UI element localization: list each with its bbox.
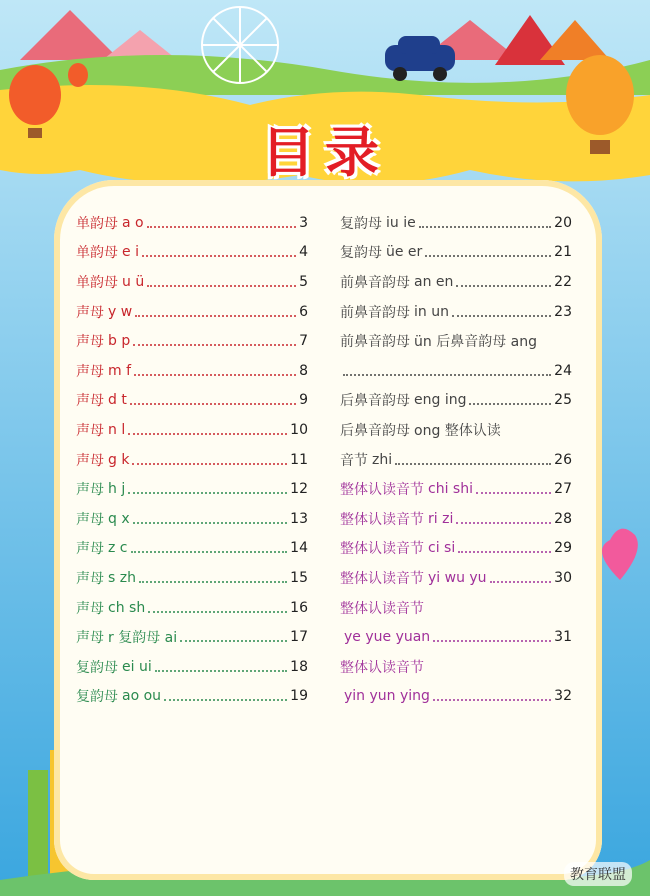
toc-entry[interactable] [340, 386, 572, 416]
dot-leader [469, 395, 551, 405]
toc-entry[interactable] [340, 445, 572, 475]
toc-entry[interactable] [76, 297, 308, 327]
toc-entry-label: 声母 [76, 600, 104, 617]
toc-entry-page: 3 [299, 214, 308, 231]
toc-entry[interactable] [340, 504, 572, 534]
toc-entry-page: 25 [554, 392, 572, 409]
toc-entry-pinyin: üe er [386, 244, 423, 261]
toc-entry-pinyin: z c [108, 540, 128, 557]
toc-entry-pinyin: m f [108, 362, 132, 379]
toc-entry-label: 整体认读音节 [340, 511, 424, 528]
toc-entry-pinyin: ch sh [108, 599, 146, 616]
toc-entry[interactable] [340, 563, 572, 593]
toc-entry[interactable] [76, 415, 308, 445]
toc-entry[interactable] [340, 326, 572, 356]
toc-entry-label: 整体认读音节 [340, 541, 424, 558]
toc-entry-pinyin: n l [108, 421, 126, 438]
toc-entry-page: 13 [290, 510, 308, 527]
toc-entry-page: 9 [299, 392, 308, 409]
toc-entry-pinyin: ao ou [122, 688, 162, 705]
toc-entry-pinyin: r 复韵母 ai [108, 630, 178, 647]
toc-entry-pinyin: in un [414, 303, 449, 320]
toc-entry[interactable] [76, 593, 308, 623]
toc-left-column [76, 208, 308, 711]
toc-entry-page: 11 [290, 451, 308, 468]
toc-entry-label: 复韵母 [340, 215, 382, 232]
toc-entry-pinyin: q x [108, 510, 130, 527]
toc-entry-pinyin: eng ing [414, 392, 467, 409]
toc-entry-label: 前鼻音韵母 [340, 274, 410, 291]
dot-leader [476, 484, 551, 494]
dot-leader [133, 514, 288, 524]
toc-entry-page: 29 [554, 540, 572, 557]
toc-entry-label: 声母 [76, 630, 104, 647]
toc-entry[interactable] [76, 563, 308, 593]
toc-entry-page: 23 [554, 303, 572, 320]
dot-leader [131, 543, 288, 553]
toc-entry-label: 复韵母 [76, 659, 118, 676]
toc-entry-label: 声母 [76, 304, 104, 321]
toc-entry-label: 单韵母 [76, 215, 118, 232]
toc-entry-label: 声母 [76, 482, 104, 499]
toc-entry-label: 声母 [76, 422, 104, 439]
toc-entry-pinyin: an en [414, 273, 454, 290]
toc-entry-pinyin: ci si [428, 540, 456, 557]
toc-entry-page: 7 [299, 333, 308, 350]
toc-entry[interactable] [340, 474, 572, 504]
toc-entry[interactable] [76, 474, 308, 504]
dot-leader [433, 691, 551, 701]
dot-leader [135, 307, 296, 317]
dot-leader [130, 395, 296, 405]
toc-entry-page: 5 [299, 273, 308, 290]
toc-entry-page: 17 [290, 629, 308, 646]
dot-leader [142, 247, 296, 257]
toc-entry-pinyin: ün 后鼻音韵母 ang [414, 334, 537, 351]
toc-entry-label: 整体认读音节 [340, 570, 424, 587]
toc-entry-page: 6 [299, 303, 308, 320]
dot-leader [456, 514, 551, 524]
dot-leader [132, 455, 287, 465]
toc-entry[interactable] [340, 652, 572, 682]
toc-entry[interactable] [76, 682, 308, 712]
toc-entry-label: 后鼻音韵母 [340, 393, 410, 410]
toc-entry-page: 31 [554, 629, 572, 646]
dot-leader [433, 632, 551, 642]
toc-entry-page: 21 [554, 244, 572, 261]
toc-entry[interactable] [76, 326, 308, 356]
toc-entry-page: 20 [554, 214, 572, 231]
toc-entry-pinyin: yin yun ying [344, 688, 430, 705]
dot-leader [490, 573, 552, 583]
toc-entry-label: 声母 [76, 511, 104, 528]
toc-entry[interactable] [340, 415, 572, 445]
toc-entry[interactable] [340, 593, 572, 623]
toc-entry-label: 复韵母 [76, 689, 118, 706]
toc-entry[interactable] [340, 622, 572, 652]
toc-entry[interactable] [76, 504, 308, 534]
toc-entry-label: 声母 [76, 452, 104, 469]
toc-entry-page: 15 [290, 569, 308, 586]
toc-entry[interactable] [76, 267, 308, 297]
toc-entry[interactable] [76, 208, 308, 238]
toc-entry-pinyin: g k [108, 451, 130, 468]
toc-entry[interactable] [340, 238, 572, 268]
toc-entry-pinyin: chi shi [428, 481, 473, 498]
toc-entry-page: 28 [554, 510, 572, 527]
toc-entry-label: 单韵母 [76, 245, 118, 262]
dot-leader [133, 336, 296, 346]
dot-leader [458, 543, 551, 553]
toc-entry-page: 22 [554, 273, 572, 290]
ferris-wheel-icon [202, 7, 278, 83]
toc-entry-pinyin: u ü [122, 273, 145, 290]
toc-entry-label: 前鼻音韵母 [340, 304, 410, 321]
toc-right-column [340, 208, 572, 711]
toc-entry-label: 整体认读音节 [340, 659, 424, 676]
toc-entry-page: 30 [554, 569, 572, 586]
toc-entry-page: 10 [290, 421, 308, 438]
dot-leader [452, 307, 551, 317]
toc-entry[interactable] [340, 267, 572, 297]
toc-entry-label: 声母 [76, 334, 104, 351]
toc-entry[interactable] [76, 238, 308, 268]
dot-leader [134, 366, 296, 376]
toc-entry[interactable] [340, 208, 572, 238]
toc-entry-label: 后鼻音韵母 [340, 422, 410, 439]
toc-entry-pinyin: s zh [108, 569, 136, 586]
dot-leader [128, 425, 287, 435]
toc-entry-pinyin: a o [122, 214, 144, 231]
dot-leader [148, 603, 287, 613]
dot-leader [425, 247, 551, 257]
toc-entry-pinyin: ri zi [428, 510, 454, 527]
toc-entry-pinyin: h j [108, 481, 126, 498]
toc-entry-label: 整体认读音节 [340, 482, 424, 499]
toc-entry-page: 18 [290, 658, 308, 675]
toc-entry[interactable] [76, 652, 308, 682]
dot-leader [164, 691, 287, 701]
toc-entry-label: 声母 [76, 363, 104, 380]
toc-entry[interactable] [76, 622, 308, 652]
toc-entry-pinyin: d t [108, 392, 127, 409]
toc-entry-page: 4 [299, 244, 308, 261]
dot-leader [456, 277, 551, 287]
dot-leader [128, 484, 287, 494]
dot-leader [180, 632, 287, 642]
toc-entry-label: 前鼻音韵母 [340, 334, 410, 351]
toc-entry[interactable] [76, 386, 308, 416]
dot-leader [139, 573, 287, 583]
dot-leader [343, 366, 551, 376]
toc-entry[interactable] [76, 534, 308, 564]
dot-leader [147, 218, 296, 228]
toc-entry-pinyin: yi wu yu [428, 569, 487, 586]
watermark-label: 教育联盟 [564, 862, 632, 886]
page-title: 目录 [261, 121, 389, 184]
toc-entry-label: 复韵母 [340, 245, 382, 262]
toc-entry-pinyin: iu ie [386, 214, 416, 231]
toc-entry-page: 27 [554, 481, 572, 498]
toc-entry-pinyin: e i [122, 244, 139, 261]
toc-entry-pinyin: y w [108, 303, 133, 320]
toc-entry-page: 8 [299, 362, 308, 379]
toc-entry-page: 16 [290, 599, 308, 616]
toc-entry-pinyin: ong 整体认读 [414, 422, 501, 439]
toc-entry-label: 声母 [76, 541, 104, 558]
toc-entry[interactable] [76, 356, 308, 386]
toc-entry-page: 12 [290, 481, 308, 498]
toc-entry-page: 26 [554, 451, 572, 468]
toc-entry[interactable] [76, 445, 308, 475]
toc-entry-pinyin: zhi [372, 451, 393, 468]
toc-entry-pinyin: b p [108, 333, 131, 350]
toc-entry-page: 19 [290, 688, 308, 705]
toc-entry-pinyin: ei ui [122, 658, 152, 675]
toc-entry-page: 14 [290, 540, 308, 557]
toc-entry-page: 24 [554, 362, 572, 379]
toc-entry[interactable] [340, 297, 572, 327]
toc-entry-pinyin: ye yue yuan [344, 629, 431, 646]
dot-leader [419, 218, 551, 228]
toc-entry-label: 声母 [76, 393, 104, 410]
toc-entry-label: 音节 [340, 452, 368, 469]
toc-entry[interactable] [340, 356, 572, 386]
toc-entry[interactable] [340, 682, 572, 712]
toc-entry-label: 声母 [76, 570, 104, 587]
toc-entry[interactable] [340, 534, 572, 564]
dot-leader [155, 662, 287, 672]
toc-entry-label: 整体认读音节 [340, 600, 424, 617]
toc-entry-page: 32 [554, 688, 572, 705]
toc-entry-label: 单韵母 [76, 274, 118, 291]
dot-leader [395, 455, 551, 465]
dot-leader [147, 277, 296, 287]
